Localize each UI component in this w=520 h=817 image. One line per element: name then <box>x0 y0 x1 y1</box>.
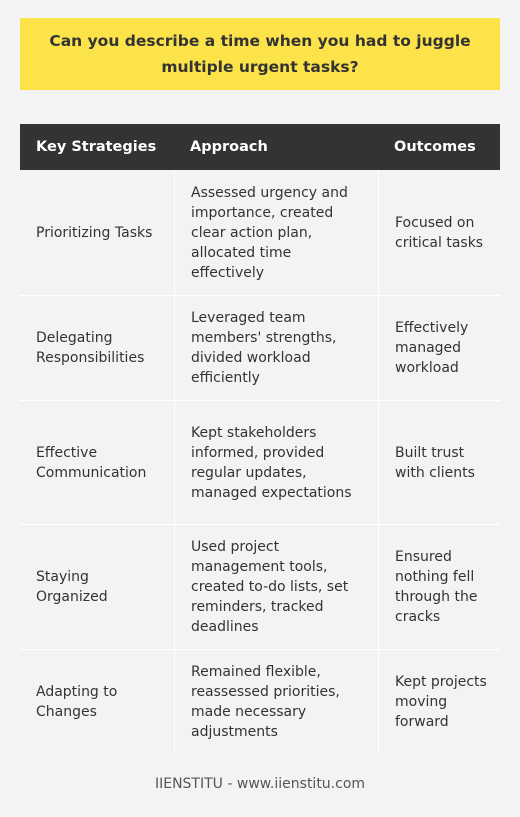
strategy-cell: Staying Organized <box>36 569 108 605</box>
outcome-cell: Kept projects moving forward <box>378 650 500 754</box>
approach-cell: Used project management tools, created to-do lists, set reminders, tracked deadlines <box>174 525 378 649</box>
approach-cell: Remained flexible, reassessed priorities, made necessary adjustments <box>174 650 378 754</box>
approach-cell: Leveraged team members' strengths, divided workload efficiently <box>174 296 378 400</box>
title-banner <box>20 18 500 90</box>
outcome-cell: Effectively managed workload <box>378 296 500 400</box>
table-row <box>20 295 500 400</box>
table-row <box>20 524 500 649</box>
strategy-cell: Adapting to Changes <box>36 684 118 720</box>
approach-cell: Assessed urgency and importance, created clear action plan, allocated time effectively <box>174 170 378 295</box>
strategy-cell: Prioritizing Tasks <box>36 224 153 241</box>
header-approach: Approach <box>190 139 268 155</box>
header-outcomes: Outcomes <box>394 139 476 155</box>
outcome-cell: Ensured nothing fell through the cracks <box>378 525 500 649</box>
outcome-cell: Built trust with clients <box>378 401 500 524</box>
table-row <box>20 400 500 524</box>
table-row <box>20 649 500 754</box>
footer-credit: IIENSTITU - www.iienstitu.com <box>154 776 366 792</box>
header-key-strategies: Key Strategies <box>36 139 157 155</box>
strategy-cell: Delegating Responsibilities <box>36 330 145 366</box>
outcome-cell: Focused on critical tasks <box>378 170 500 295</box>
table-row <box>20 170 500 295</box>
page-title: Can you describe a time when you had to juggle multiple urgent tasks? <box>49 32 471 76</box>
strategies-table <box>20 124 500 754</box>
strategy-cell: Effective Communication <box>36 444 147 481</box>
approach-cell: Kept stakeholders informed, provided regular updates, managed expectations <box>174 401 378 524</box>
table-header-row <box>20 124 500 170</box>
